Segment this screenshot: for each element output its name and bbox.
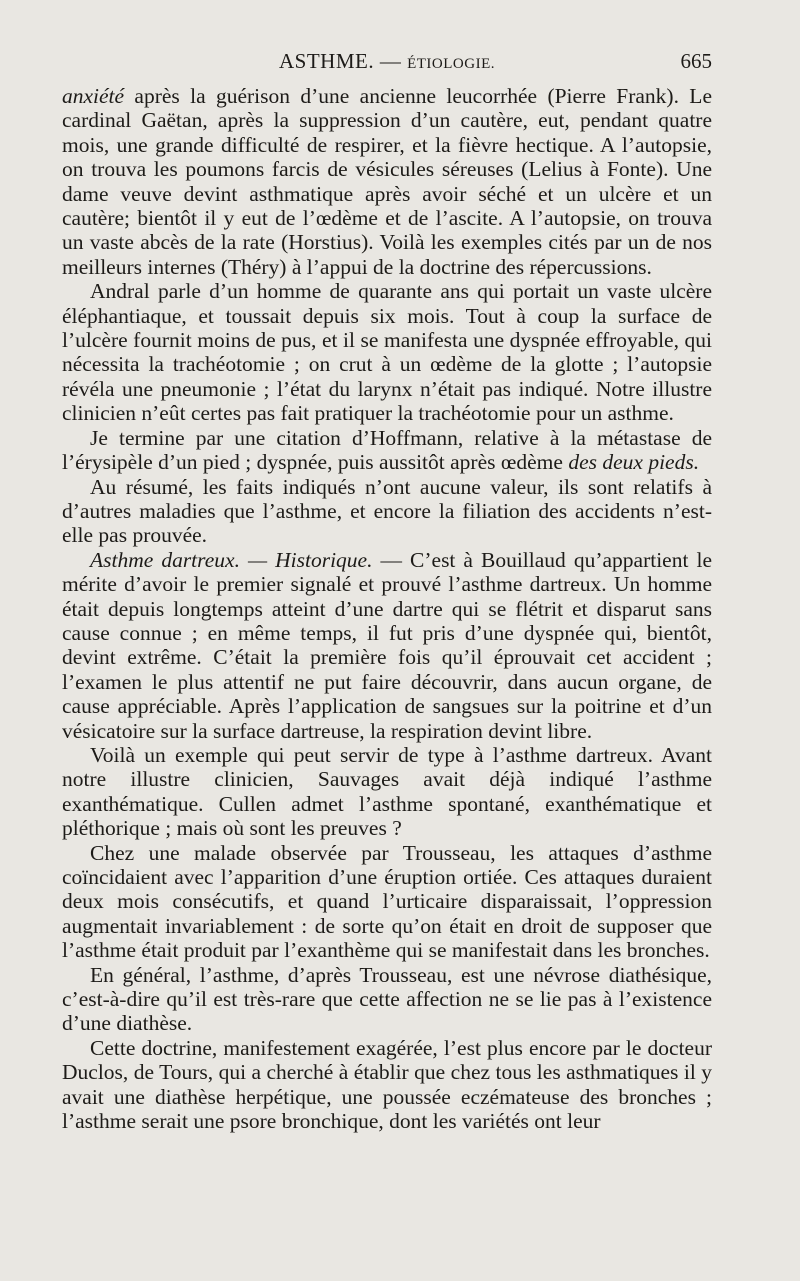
- text-run: Je termine par une citation d’Hoffmann, relative à la métastase de l’érysipèle d’un pied ; dyspnée, puis aussitôt après œdème: [62, 425, 712, 475]
- paragraph-8: [62, 963, 712, 1036]
- paragraph-3: [62, 426, 712, 475]
- italic-run: anxiété: [62, 84, 125, 108]
- italic-run: des deux pieds.: [568, 450, 700, 475]
- paragraph-2: [62, 279, 712, 425]
- running-title-section: ÉTIOLOGIE.: [407, 56, 495, 72]
- text-run: après la guérison d’une ancienne leucorrhée (Pierre Frank). Le cardinal Gaëtan, après la suppression d’un cautère, eut, pendant quatre mois, une grande difficulté de respirer, et la fièvre hectique. A l’autopsie, on trouva les poumons farcis de vésicules séreuses (Lelius à Fonte). Une dame veuve devint asthmatique après avoir séché et un ulcère et un cautère; bientôt il y eut de l’œdème et de l’ascite. A l’autopsie, on trouva un vaste abcès de la rate (Horstius). Voilà les exemples cités par un de nos meilleurs internes (Théry) à l’appui de la doctrine des répercussions.: [62, 84, 712, 279]
- text-run: En général, l’asthme, d’après Trousseau, est une névrose diathésique, c’est-à-dire qu’il est très-rare que cette affection ne se lie pas à l’existence d’une diathèse.: [62, 962, 712, 1036]
- paragraph-1: [62, 84, 712, 279]
- text-run: — C’est à Bouillaud qu’appartient le mérite d’avoir le premier signalé et prouvé l’asthme dartreux. Un homme était depuis longtemps atteint d’une dartre qui se flétrit et disparut sans cause connue ; en même temps, il fut pris d’une dyspnée qui, bientôt, devint extrême. C’était la première fois qu’il éprouvait cet accident ; l’examen le plus attentif ne put faire découvrir, dans aucun organe, de cause appréciable. Après l’application de sangsues sur la poitrine et d’un vésicatoire sur la surface dartreuse, la respiration devint libre.: [62, 547, 712, 743]
- text-run: Andral parle d’un homme de quarante ans qui portait un vaste ulcère éléphantiaque, et toussait depuis six mois. Tout à coup la surface de l’ulcère fournit moins de pus, et il se manifesta une dyspnée effroyable, qui nécessita la trachéotomie ; on crut à un œdème de la glotte ; l’autopsie révéla une pneumonie ; l’état du larynx n’était pas indiqué. Notre illustre clinicien n’eût certes pas fait pratiquer la trachéotomie pour un asthme.: [62, 279, 712, 426]
- running-title: [62, 46, 712, 79]
- text-run: Chez une malade observée par Trousseau, les attaques d’asthme coïncidaient avec l’apparition d’une éruption ortiée. Ces attaques duraient deux mois consécutifs, et quand l’urticaire disparaissait, l’oppression augmentait invariablement : de sorte qu’on était en droit de supposer que l’asthme était produit par l’exanthème qui se manifestait dans les bronches.: [62, 840, 712, 963]
- body-text: [62, 84, 712, 1133]
- paragraph-9: [62, 1036, 712, 1134]
- italic-run: Asthme dartreux. — Historique.: [90, 547, 373, 572]
- paragraph-7: [62, 841, 712, 963]
- paragraph-5: [62, 548, 712, 743]
- paragraph-4: [62, 475, 712, 548]
- text-run: Voilà un exemple qui peut servir de type à l’asthme dartreux. Avant notre illustre clinicien, Sauvages avait déjà indiqué l’asthme exanthématique. Cullen admet l’asthme spontané, exanthématique et pléthorique ; mais où sont les preuves ?: [62, 742, 712, 841]
- text-run: Cette doctrine, manifestement exagérée, l’est plus encore par le docteur Duclos, de Tours, qui a cherché à établir que chez tous les asthmatiques il y avait une diathèse herpétique, une poussée eczémateuse des bronches ; l’asthme serait une psore bronchique, dont les variétés ont leur: [62, 1035, 712, 1134]
- page-number: 665: [680, 49, 712, 73]
- text-run: Au résumé, les faits indiqués n’ont aucune valeur, ils sont relatifs à d’autres maladies que l’asthme, et encore la filiation des accidents n’est-elle pas prouvée.: [62, 474, 712, 548]
- running-title-main: ASTHME. —: [279, 49, 408, 73]
- running-header: [62, 46, 712, 76]
- paragraph-6: [62, 743, 712, 841]
